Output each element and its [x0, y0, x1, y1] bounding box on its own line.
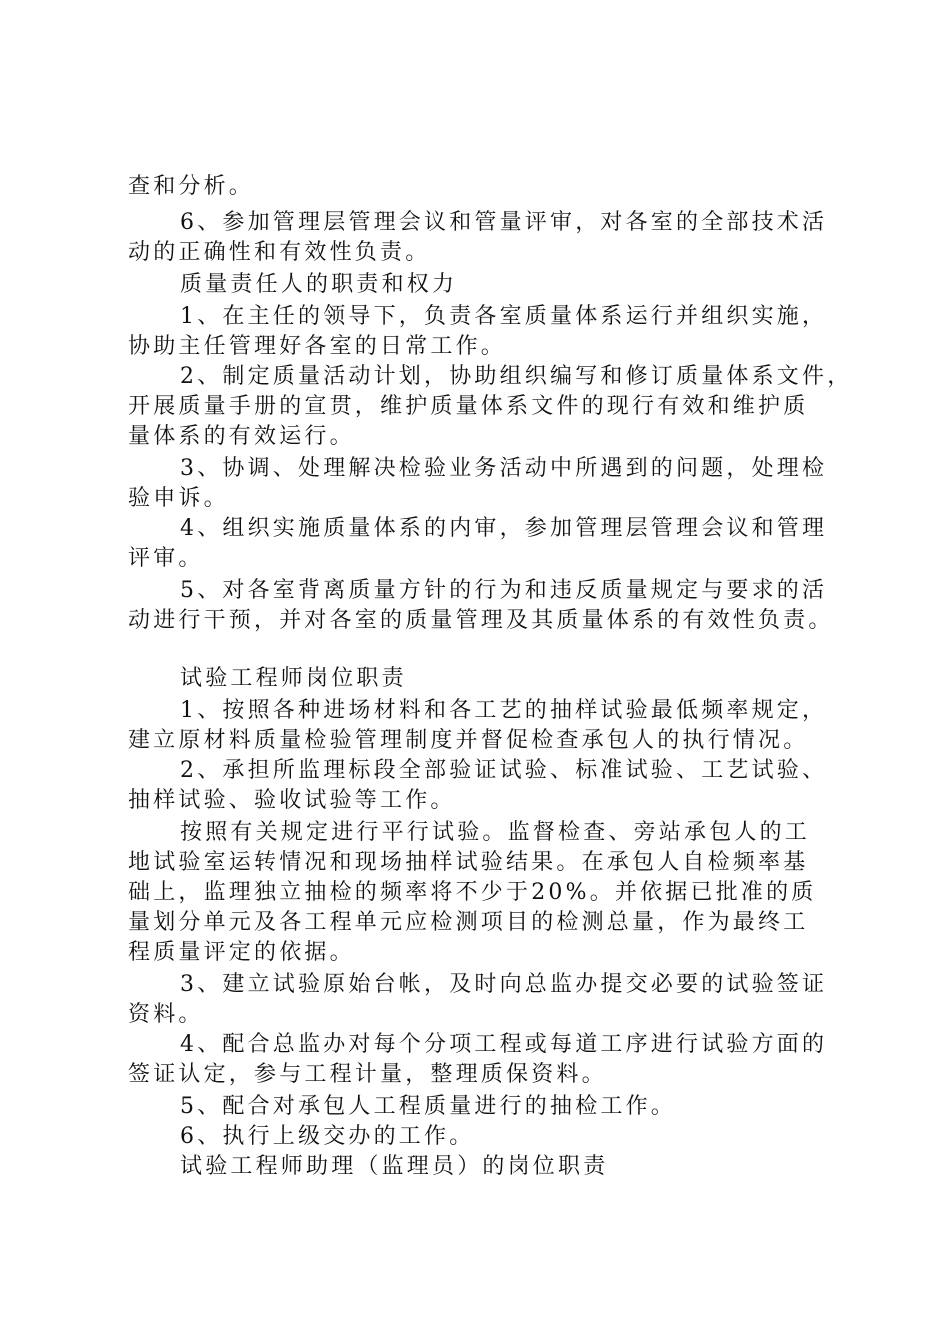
text-line: 5、对各室背离质量方针的行为和违反质量规定与要求的活: [180, 578, 828, 603]
text-line: 4、组织实施质量体系的内审，参加管理层管理会议和管理: [180, 516, 828, 541]
text-line: 抽样试验、验收试验等工作。: [128, 788, 456, 813]
text-line: 动进行干预，并对各室的质量管理及其质量体系的有效性负责。: [128, 608, 834, 633]
text-line: 2、承担所监理标段全部验证试验、标准试验、工艺试验、: [180, 758, 828, 783]
section-heading: 质量责任人的职责和权力: [180, 272, 458, 297]
text-line: 程质量评定的依据。: [128, 940, 355, 965]
text-line: 查和分析。: [128, 174, 255, 199]
text-line: 6、参加管理层管理会议和管量评审，对各室的全部技术活: [180, 210, 828, 235]
text-line: 3、建立试验原始台帐，及时向总监办提交必要的试验签证: [180, 972, 828, 997]
text-line: 开展质量手册的宣贯，维护质量体系文件的现行有效和维护质: [128, 394, 809, 419]
text-line: 建立原材料质量检验管理制度并督促检查承包人的执行情况。: [128, 728, 809, 753]
text-line: 础上，监理独立抽检的频率将不少于20%。并依据已批准的质: [128, 880, 817, 905]
text-line: 地试验室运转情况和现场抽样试验结果。在承包人自检频率基: [128, 850, 809, 875]
text-line: 1、按照各种进场材料和各工艺的抽样试验最低频率规定，: [180, 698, 828, 723]
text-line: 4、配合总监办对每个分项工程或每道工序进行试验方面的: [180, 1032, 828, 1057]
text-line: 协助主任管理好各室的日常工作。: [128, 334, 507, 359]
text-line: 评审。: [128, 546, 204, 571]
text-line: 资料。: [128, 1002, 204, 1027]
text-line: 3、协调、处理解决检验业务活动中所遇到的问题，处理检: [180, 456, 828, 481]
section-heading: 试验工程师助理（监理员）的岗位职责: [180, 1154, 609, 1179]
text-line: 量划分单元及各工程单元应检测项目的检测总量，作为最终工: [128, 910, 809, 935]
text-line: 量体系的有效运行。: [128, 424, 355, 449]
text-line: 2、制定质量活动计划，协助组织编写和修订质量体系文件，: [180, 364, 853, 389]
text-line: 验申诉。: [128, 486, 229, 511]
text-line: 5、配合对承包人工程质量进行的抽检工作。: [180, 1094, 676, 1119]
section-heading: 试验工程师岗位职责: [180, 666, 407, 691]
text-line: 动的正确性和有效性负责。: [128, 240, 431, 265]
text-line: 6、执行上级交办的工作。: [180, 1124, 475, 1149]
text-line: 按照有关规定进行平行试验。监督检查、旁站承包人的工: [180, 820, 811, 845]
text-line: 签证认定，参与工程计量，整理质保资料。: [128, 1062, 607, 1087]
text-line: 1、在主任的领导下，负责各室质量体系运行并组织实施，: [180, 304, 828, 329]
